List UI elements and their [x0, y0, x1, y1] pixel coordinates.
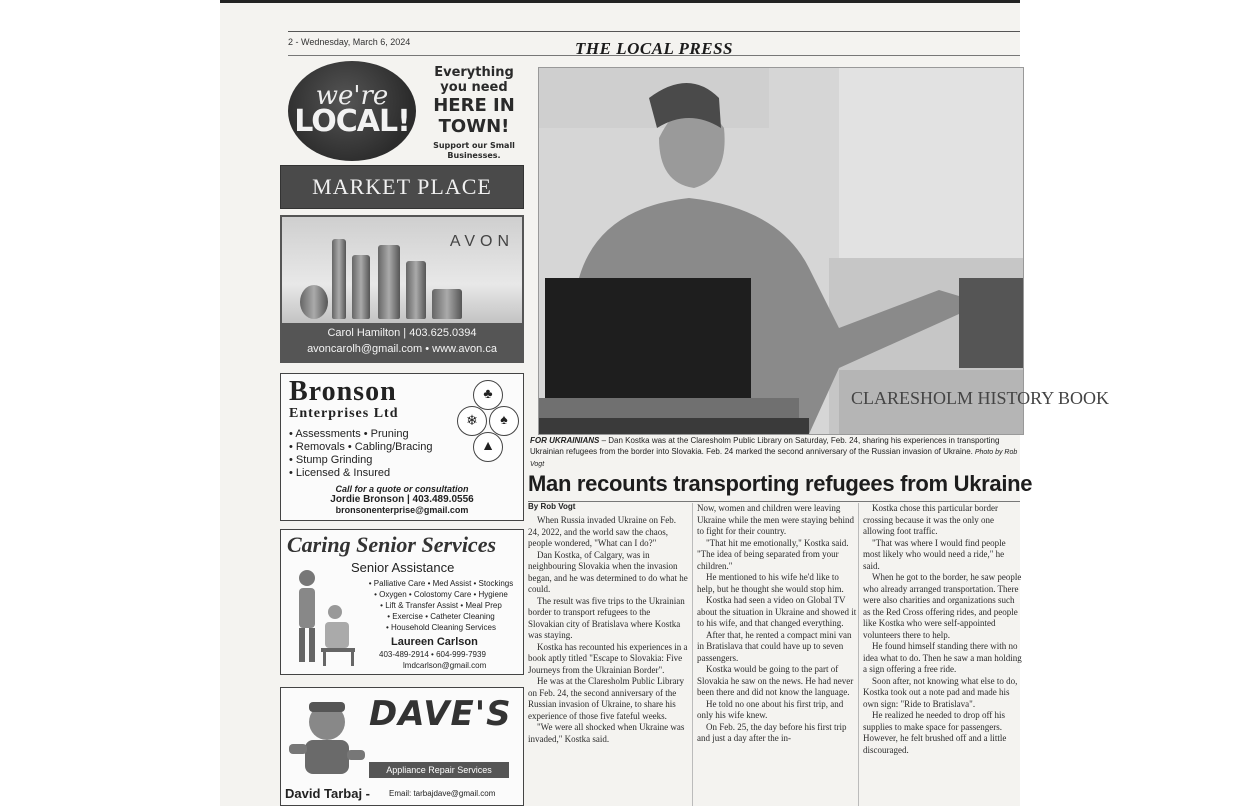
- history-book-sign: CLARESHOLM HISTORY BOOK: [851, 388, 1110, 408]
- caring-service-line: • Exercise • Catheter Cleaning: [387, 612, 495, 621]
- local-tagline: [424, 65, 524, 161]
- paragraph: On Feb. 25, the day before his first trip and just a day after the in-: [697, 721, 847, 743]
- were-local-ad: [280, 61, 524, 165]
- paragraph: Dan Kostka, of Calgary, was in neighbouring Slovakia when the invasion began, and he was determined to do what he could.: [528, 549, 688, 594]
- avon-product-photo: [282, 217, 522, 329]
- article-photo: [538, 67, 1110, 435]
- tree-icon: ♣: [473, 380, 503, 410]
- avon-contact: [282, 323, 522, 361]
- avon-phone: Carol Hamilton | 403.625.0394: [327, 327, 477, 339]
- article-column-3: [863, 503, 1023, 756]
- caption-text: – Dan Kostka was at the Claresholm Public Library on Saturday, Feb. 24, sharing his experiences in transporting Ukrainian refugees from the border into Slovakia. Feb. 24 marked the second anniversary of the Russian invasion of Ukraine.: [530, 436, 1000, 456]
- paragraph: Kostka has recounted his experiences in a book aptly titled "Escape to Slovakia: Five Journeys from the Ukrainian Border".: [528, 641, 688, 675]
- avon-ad: [280, 215, 524, 363]
- service-item: • Assessments • Pruning: [289, 428, 515, 441]
- article-column-2: [697, 503, 857, 745]
- daves-appliance-ad: [280, 687, 524, 806]
- paragraph: Kostka would be going to the part of Slovakia he saw on the news. He had never been there and did not know the language.: [697, 664, 854, 697]
- byline: By Rob Vogt: [528, 502, 576, 511]
- badge-were-text: we're: [315, 81, 389, 111]
- bottle-image: [378, 245, 400, 319]
- caregiver-illustration: [289, 564, 359, 668]
- masthead-rule: [288, 55, 1020, 56]
- tagline-line-3: Support our Small Businesses.: [433, 141, 515, 160]
- bronson-icons: [457, 380, 517, 460]
- badge-local-text: LOCAL!: [294, 104, 410, 139]
- caring-phones: 403-489-2914 • 604-999-7939: [379, 650, 486, 659]
- paragraph: He realized he needed to drop off his supplies to make space for passengers. However, he felt brushed off and a little discouraged.: [863, 710, 1007, 755]
- daves-email: Email: tarbajdave@gmail.com: [389, 789, 496, 798]
- market-place-banner: MARKET PLACE: [280, 165, 524, 209]
- caring-service-line: • Palliative Care • Med Assist • Stockings: [368, 579, 514, 588]
- snowflake-icon: ❄: [457, 406, 487, 436]
- article-column-1: [528, 515, 688, 745]
- caring-title: Caring Senior Services: [287, 532, 497, 557]
- bottle-image: [406, 261, 426, 319]
- bronson-contact: Jordie Bronson | 403.489.0556: [330, 494, 474, 505]
- bronson-subtitle: Enterprises Ltd: [289, 406, 399, 421]
- paragraph: "That was where I would find people most likely who would need a ride," he said.: [863, 537, 1006, 571]
- paragraph: He mentioned to his wife he'd like to help, but he thought she would stop him.: [697, 572, 844, 594]
- caring-service-line: • Oxygen • Colostomy Care • Hygiene: [374, 590, 508, 599]
- paragraph: When he got to the border, he saw people who already arranged transportation. There were also charities and organizations such as the Red Cross offering rides, and people like Kostka who were self-appointed volunteers there to help.: [863, 572, 1022, 640]
- caring-contact-name: Laureen Carlson: [391, 636, 478, 648]
- daves-banner: Appliance Repair Services: [369, 762, 509, 778]
- newspaper-page: [220, 0, 1110, 806]
- paragraph: Soon after, not knowing what else to do, Kostka took out a note pad and made his own sign: "Ride to Bratislava".: [863, 675, 1018, 709]
- service-item: • Licensed & Insured: [289, 467, 515, 480]
- bronson-ad: [280, 373, 524, 521]
- paragraph: The result was five trips to the Ukrainian border to transport refugees to the Slovakian city of Bratislava where Kostka was staying.: [528, 595, 685, 640]
- column-rule: [858, 503, 859, 806]
- jar-image: [432, 289, 462, 319]
- service-item: • Removals • Cabling/Bracing: [289, 441, 515, 454]
- service-item: • Stump Grinding: [289, 454, 515, 467]
- caption-label: FOR UKRAINIANS: [530, 436, 600, 445]
- caring-subtitle: Senior Assistance: [351, 560, 455, 575]
- paragraph: He was at the Claresholm Public Library on Feb. 24, the second anniversary of the Russian invasion of Ukraine, to share his experience of those five fateful weeks.: [528, 676, 684, 721]
- paragraph: "We were all shocked when Ukraine was invaded," Kostka said.: [528, 722, 685, 744]
- column-rule: [692, 503, 693, 806]
- avon-web: avoncarolh@gmail.com • www.avon.ca: [307, 343, 497, 355]
- tagline-line-1: Everything you need: [434, 65, 514, 95]
- caring-service-line: • Lift & Transfer Assist • Meal Prep: [380, 601, 502, 610]
- caption-credit: Photo by Rob Vogt: [530, 449, 1018, 468]
- paragraph: Now, women and children were leaving Ukraine while the men were staying behind to fight for their country.: [697, 503, 854, 536]
- leaf-icon: ♠: [489, 406, 519, 436]
- pine-icon: ▲: [473, 432, 503, 462]
- page-folio: 2 - Wednesday, March 6, 2024: [288, 37, 411, 47]
- jar-image: [300, 285, 328, 319]
- bottle-image: [332, 239, 346, 319]
- caring-service-line: • Household Cleaning Services: [386, 623, 496, 632]
- avon-brand: AVON: [449, 233, 514, 250]
- tagline-line-2: HERE IN TOWN!: [433, 95, 515, 137]
- paragraph: "That hit me emotionally," Kostka said. "The idea of being separated from your children.": [697, 537, 849, 571]
- bronson-email: bronsonenterprise@gmail.com: [335, 505, 469, 515]
- caring-email: lmdcarlson@gmail.com: [403, 661, 487, 670]
- bronson-title: Bronson: [289, 376, 397, 407]
- bronson-call: Call for a quote or consultation: [335, 484, 469, 494]
- bottle-image: [352, 255, 370, 319]
- caring-senior-ad: [280, 529, 524, 675]
- paragraph: He found himself standing there with no idea what to do. Then he saw a man holding a sign offering a free ride.: [863, 641, 1022, 674]
- were-local-badge: [288, 61, 416, 161]
- masthead: THE LOCAL PRESS: [575, 39, 734, 58]
- paragraph: When Russia invaded Ukraine on Feb. 24, 2022, and the world saw the chaos, people wondered, "What can I do?": [528, 515, 676, 548]
- speaker-photo-illustration: [539, 68, 1110, 434]
- top-rule: [288, 31, 1020, 32]
- daves-title: DAVE'S: [369, 694, 512, 734]
- article-headline: Man recounts transporting refugees from Ukraine: [528, 471, 1033, 496]
- paragraph: Kostka chose this particular border crossing because it was the only one allowing foot traffic.: [863, 503, 998, 536]
- paragraph: Kostka had seen a video on Global TV about the situation in Ukraine and showed it to his wife, and that changed everything.: [697, 595, 857, 628]
- paragraph: He told no one about his first trip, and only his wife knew.: [697, 698, 844, 720]
- daves-contact-name: David Tarbaj -: [285, 786, 371, 801]
- caring-services: [361, 578, 521, 633]
- headline-rule: [528, 501, 1020, 502]
- paragraph: After that, he rented a compact mini van in Bratislava that could have up to seven passengers.: [697, 629, 852, 663]
- repairman-mascot-illustration: [287, 694, 367, 780]
- photo-caption: [530, 435, 1020, 470]
